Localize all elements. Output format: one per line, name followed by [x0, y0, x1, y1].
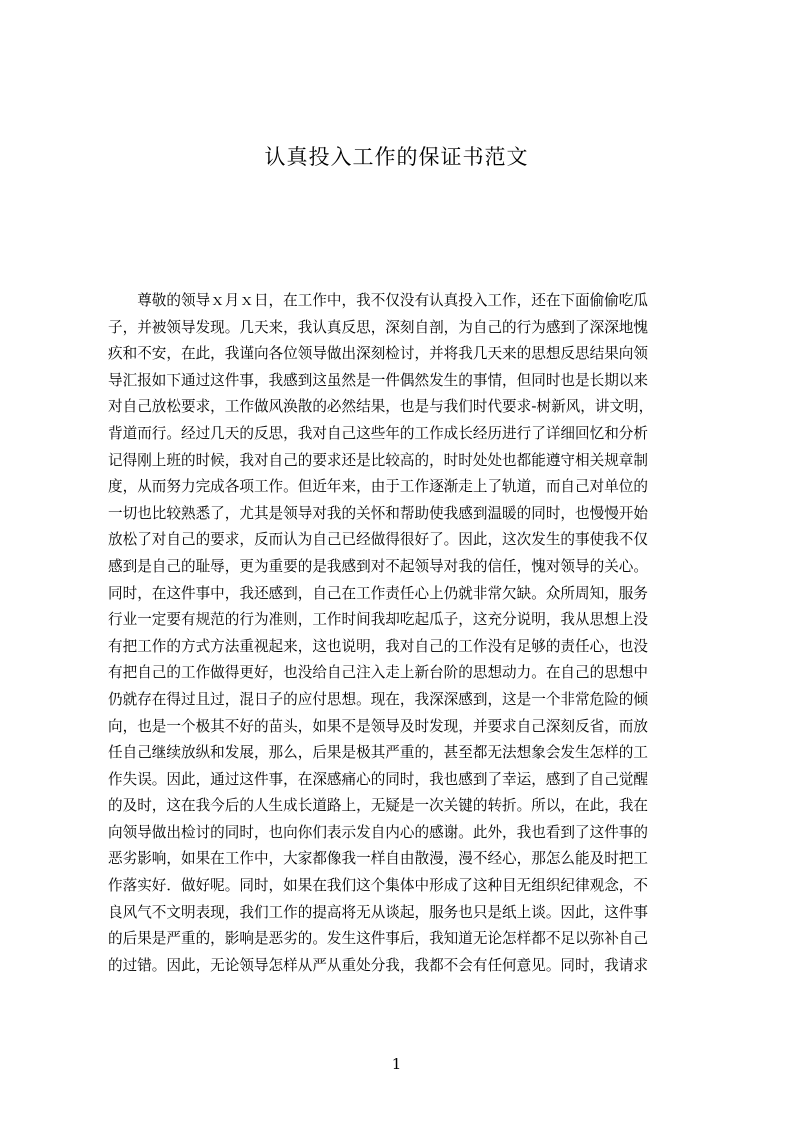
body-line: 背道而行。经过几天的反思，我对自己这些年的工作成长经历进行了详细回忆和分析 [108, 424, 648, 442]
body-line: 行业一定要有规范的行为准则，工作时间我却吃起瓜子，这充分说明，我从思想上没 [108, 611, 648, 629]
body-line: 放松了对自己的要求，反而认为自己已经做得很好了。因此，这次发生的事使我不仅 [108, 531, 648, 549]
body-line: 导汇报如下通过这件事，我感到这虽然是一件偶然发生的事情，但同时也是长期以来 [108, 371, 648, 389]
body-line: 作落实好．做好呢。同时，如果在我们这个集体中形成了这种目无组织纪律观念，不 [108, 877, 648, 895]
document-body [108, 288, 700, 979]
body-line: 有把工作的方式方法重视起来，这也说明，我对自己的工作没有足够的责任心，也没 [108, 637, 648, 655]
body-line: 尊敬的领导ｘ月ｘ日，在工作中，我不仅没有认真投入工作，还在下面偷偷吃瓜 [108, 292, 648, 309]
body-line: 良风气不文明表现，我们工作的提高将无从谈起，服务也只是纸上谈。因此，这件事 [108, 903, 648, 921]
document-title: 认真投入工作的保证书范文 [264, 145, 529, 169]
body-line: 向，也是一个极其不好的苗头，如果不是领导及时发现，并要求自己深刻反省，而放 [108, 717, 648, 735]
body-line: 有把自己的工作做得更好，也没给自己注入走上新台阶的思想动力。在自己的思想中 [108, 664, 648, 682]
body-line: 感到是自己的耻辱，更为重要的是我感到对不起领导对我的信任，愧对领导的关心。 [108, 557, 648, 575]
body-line: 子，并被领导发现。几天来，我认真反思，深刻自剖，为自己的行为感到了深深地愧 [108, 318, 648, 336]
body-line: 同时，在这件事中，我还感到，自己在工作责任心上仍就非常欠缺。众所周知，服务 [108, 584, 648, 602]
body-line: 恶劣影响，如果在工作中，大家都像我一样自由散漫，漫不经心，那怎么能及时把工 [108, 850, 648, 868]
body-line: 的过错。因此，无论领导怎样从严从重处分我，我都不会有任何意见。同时，我请求 [108, 956, 648, 974]
body-line: 记得刚上班的时候，我对自己的要求还是比较高的，时时处处也都能遵守相关规章制 [108, 451, 648, 469]
body-line: 的及时，这在我今后的人生成长道路上，无疑是一次关键的转折。所以，在此，我在 [108, 797, 648, 815]
body-line: 疚和不安，在此，我谨向各位领导做出深刻检讨，并将我几天来的思想反思结果向领 [108, 345, 648, 363]
body-line: 仍就存在得过且过，混日子的应付思想。现在，我深深感到，这是一个非常危险的倾 [108, 690, 648, 708]
body-line: 对自己放松要求，工作做风涣散的必然结果，也是与我们时代要求-树新风，讲文明， [108, 398, 654, 416]
body-line: 度，从而努力完成各项工作。但近年来，由于工作逐渐走上了轨道，而自己对单位的 [108, 478, 648, 496]
body-line: 一切也比较熟悉了，尤其是领导对我的关怀和帮助使我感到温暖的同时，也慢慢开始 [108, 504, 648, 522]
body-line: 任自己继续放纵和发展，那么，后果是极其严重的，甚至都无法想象会发生怎样的工 [108, 744, 648, 762]
page-number: 1 [391, 1055, 402, 1073]
body-line: 的后果是严重的，影响是恶劣的。发生这件事后，我知道无论怎样都不足以弥补自己 [108, 930, 648, 948]
body-line: 向领导做出检讨的同时，也向你们表示发自内心的感谢。此外，我也看到了这件事的 [108, 823, 648, 841]
body-line: 作失误。因此，通过这件事，在深感痛心的同时，我也感到了幸运，感到了自己觉醒 [108, 770, 648, 788]
